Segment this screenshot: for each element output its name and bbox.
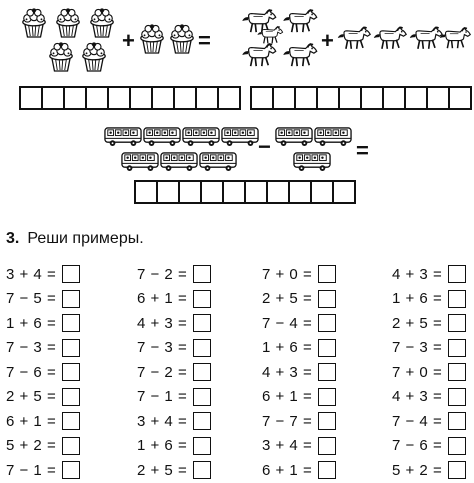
exercise-row	[6, 262, 80, 287]
cupcake-icon	[88, 8, 116, 38]
answer-box[interactable]	[193, 388, 211, 406]
exercise-expression: 1 + 6 =	[137, 437, 188, 455]
bus-icon	[314, 126, 352, 147]
exercise-expression: 3 + 4 =	[6, 265, 57, 283]
exercise-row	[137, 458, 211, 483]
answer-cell[interactable]	[290, 182, 312, 202]
horse-icon	[256, 25, 284, 45]
exercise-row	[392, 360, 466, 385]
bus-icon	[160, 151, 198, 172]
exercise-row	[262, 262, 336, 287]
answer-cell[interactable]	[428, 88, 450, 108]
exercise-expression: 1 + 6 =	[6, 314, 57, 332]
bus-icon	[121, 151, 159, 172]
exercise-expression: 7 − 3 =	[6, 339, 57, 357]
exercise-row	[392, 458, 466, 483]
answer-cell[interactable]	[65, 88, 87, 108]
answer-box[interactable]	[193, 461, 211, 479]
exercise-expression: 7 − 2 =	[137, 265, 188, 283]
answer-cell[interactable]	[268, 182, 290, 202]
answer-cell[interactable]	[246, 182, 268, 202]
answer-box[interactable]	[318, 412, 336, 430]
exercise-expression: 4 + 3 =	[392, 265, 443, 283]
exercise-row	[392, 287, 466, 312]
answer-box[interactable]	[448, 339, 466, 357]
bus-icon	[221, 126, 259, 147]
answer-cell[interactable]	[153, 88, 175, 108]
exercise-expression: 6 + 1 =	[262, 388, 313, 406]
plus-sign: +	[321, 28, 334, 53]
answer-box[interactable]	[318, 290, 336, 308]
answer-cell[interactable]	[21, 88, 43, 108]
exercise-row	[262, 311, 336, 336]
answer-box[interactable]	[448, 437, 466, 455]
exercise-expression: 7 − 1 =	[137, 388, 188, 406]
answer-box[interactable]	[448, 314, 466, 332]
exercise-row	[262, 360, 336, 385]
exercise-expression: 7 − 2 =	[137, 363, 188, 381]
answer-box[interactable]	[193, 265, 211, 283]
exercise-expression: 7 − 3 =	[137, 339, 188, 357]
answer-box[interactable]	[193, 290, 211, 308]
exercise-expression: 7 + 0 =	[392, 363, 443, 381]
answer-box[interactable]	[193, 412, 211, 430]
exercise-row	[392, 262, 466, 287]
exercise-column	[6, 262, 80, 483]
answer-cell[interactable]	[296, 88, 318, 108]
task-heading	[6, 230, 144, 248]
exercise-row	[392, 434, 466, 459]
exercise-expression: 6 + 1 =	[6, 412, 57, 430]
exercise-expression: 5 + 2 =	[392, 461, 443, 479]
answer-cell[interactable]	[136, 182, 158, 202]
cupcake-icon	[138, 24, 166, 54]
exercise-expression: 7 − 7 =	[262, 412, 313, 430]
answer-box[interactable]	[318, 461, 336, 479]
answer-box[interactable]	[318, 388, 336, 406]
exercise-row	[6, 385, 80, 410]
answer-cell[interactable]	[131, 88, 153, 108]
plus-sign: +	[122, 28, 135, 53]
exercise-row	[392, 311, 466, 336]
exercise-row	[137, 360, 211, 385]
exercise-expression: 7 − 1 =	[6, 461, 57, 479]
answer-cells[interactable]	[250, 86, 472, 110]
exercise-expression: 5 + 2 =	[6, 437, 57, 455]
answer-box[interactable]	[448, 363, 466, 381]
answer-cell[interactable]	[334, 182, 354, 202]
bus-icon	[199, 151, 237, 172]
answer-cell[interactable]	[450, 88, 470, 108]
answer-cells[interactable]	[19, 86, 241, 110]
exercise-expression: 3 + 4 =	[137, 412, 188, 430]
exercise-expression: 7 − 4 =	[392, 412, 443, 430]
answer-box[interactable]	[193, 339, 211, 357]
exercise-row	[137, 385, 211, 410]
exercise-column	[137, 262, 211, 483]
exercise-expression: 3 + 4 =	[262, 437, 313, 455]
exercise-expression: 2 + 5 =	[392, 314, 443, 332]
answer-cell[interactable]	[87, 88, 109, 108]
bus-icon	[293, 151, 331, 172]
minus-sign: −	[258, 134, 271, 159]
answer-box[interactable]	[448, 388, 466, 406]
exercise-expression: 7 + 0 =	[262, 265, 313, 283]
answer-cell[interactable]	[202, 182, 224, 202]
exercise-row	[137, 287, 211, 312]
horse-icon	[281, 42, 319, 68]
answer-cell[interactable]	[312, 182, 334, 202]
horse-icon	[336, 25, 372, 51]
answer-cell[interactable]	[180, 182, 202, 202]
exercise-row	[137, 311, 211, 336]
answer-box[interactable]	[318, 437, 336, 455]
answer-box[interactable]	[62, 437, 80, 455]
answer-box[interactable]	[62, 412, 80, 430]
task-number: 3.	[6, 230, 20, 247]
exercise-row	[137, 336, 211, 361]
answer-box[interactable]	[193, 363, 211, 381]
answer-box[interactable]	[318, 265, 336, 283]
answer-box[interactable]	[193, 314, 211, 332]
answer-box[interactable]	[448, 290, 466, 308]
answer-cell[interactable]	[362, 88, 384, 108]
exercise-row	[262, 336, 336, 361]
horse-icon	[372, 25, 408, 51]
answer-box[interactable]	[62, 339, 80, 357]
equals-sign: =	[356, 138, 369, 163]
exercise-row	[262, 434, 336, 459]
cupcake-icon	[20, 8, 48, 38]
bus-icon	[143, 126, 181, 147]
exercise-expression: 7 − 6 =	[6, 363, 57, 381]
exercise-row	[137, 409, 211, 434]
horse-icon	[438, 25, 472, 51]
answer-box[interactable]	[318, 339, 336, 357]
exercise-expression: 7 − 5 =	[6, 290, 57, 308]
exercise-row	[6, 360, 80, 385]
exercise-row	[137, 434, 211, 459]
exercise-expression: 4 + 3 =	[137, 314, 188, 332]
answer-cell[interactable]	[340, 88, 362, 108]
exercise-row	[137, 262, 211, 287]
answer-box[interactable]	[62, 290, 80, 308]
exercise-expression: 4 + 3 =	[262, 363, 313, 381]
exercise-row	[392, 336, 466, 361]
answer-cell[interactable]	[384, 88, 406, 108]
cupcake-icon	[54, 8, 82, 38]
exercise-expression: 6 + 1 =	[262, 461, 313, 479]
exercise-row	[262, 458, 336, 483]
answer-cell[interactable]	[406, 88, 428, 108]
exercise-expression: 7 − 6 =	[392, 437, 443, 455]
answer-box[interactable]	[62, 461, 80, 479]
exercise-expression: 1 + 6 =	[262, 339, 313, 357]
bus-icon	[104, 126, 142, 147]
answer-box[interactable]	[62, 265, 80, 283]
exercise-expression: 6 + 1 =	[137, 290, 188, 308]
answer-cell[interactable]	[197, 88, 219, 108]
answer-cell[interactable]	[43, 88, 65, 108]
answer-box[interactable]	[193, 437, 211, 455]
answer-cell[interactable]	[158, 182, 180, 202]
answer-box[interactable]	[448, 265, 466, 283]
exercise-row	[6, 409, 80, 434]
exercise-row	[392, 409, 466, 434]
horse-icon	[281, 8, 319, 34]
answer-cell[interactable]	[175, 88, 197, 108]
bus-icon	[275, 126, 313, 147]
exercise-expression: 2 + 5 =	[137, 461, 188, 479]
exercise-row	[392, 385, 466, 410]
answer-box[interactable]	[448, 461, 466, 479]
answer-cell[interactable]	[318, 88, 340, 108]
exercise-row	[262, 385, 336, 410]
answer-box[interactable]	[318, 314, 336, 332]
exercise-row	[6, 336, 80, 361]
answer-box[interactable]	[448, 412, 466, 430]
exercise-row	[6, 458, 80, 483]
horse-icon	[240, 42, 278, 68]
cupcake-icon	[47, 42, 75, 72]
answer-cells[interactable]	[134, 180, 356, 204]
answer-cell[interactable]	[219, 88, 239, 108]
bus-icon	[182, 126, 220, 147]
answer-box[interactable]	[62, 314, 80, 332]
exercise-expression: 7 − 3 =	[392, 339, 443, 357]
exercise-expression: 1 + 6 =	[392, 290, 443, 308]
exercise-expression: 2 + 5 =	[6, 388, 57, 406]
answer-cell[interactable]	[224, 182, 246, 202]
answer-box[interactable]	[62, 388, 80, 406]
answer-cell[interactable]	[109, 88, 131, 108]
exercise-row	[6, 434, 80, 459]
cupcake-icon	[80, 42, 108, 72]
answer-cell[interactable]	[274, 88, 296, 108]
exercise-row	[6, 287, 80, 312]
exercise-expression: 2 + 5 =	[262, 290, 313, 308]
answer-box[interactable]	[62, 363, 80, 381]
exercise-expression: 7 − 4 =	[262, 314, 313, 332]
exercise-column	[392, 262, 466, 483]
answer-box[interactable]	[318, 363, 336, 381]
exercise-column	[262, 262, 336, 483]
exercise-row	[262, 287, 336, 312]
exercise-row	[6, 311, 80, 336]
exercise-expression: 4 + 3 =	[392, 388, 443, 406]
task-instruction: Реши примеры.	[27, 230, 144, 247]
exercise-row	[262, 409, 336, 434]
cupcake-icon	[168, 24, 196, 54]
equals-sign: =	[198, 28, 211, 53]
answer-cell[interactable]	[252, 88, 274, 108]
